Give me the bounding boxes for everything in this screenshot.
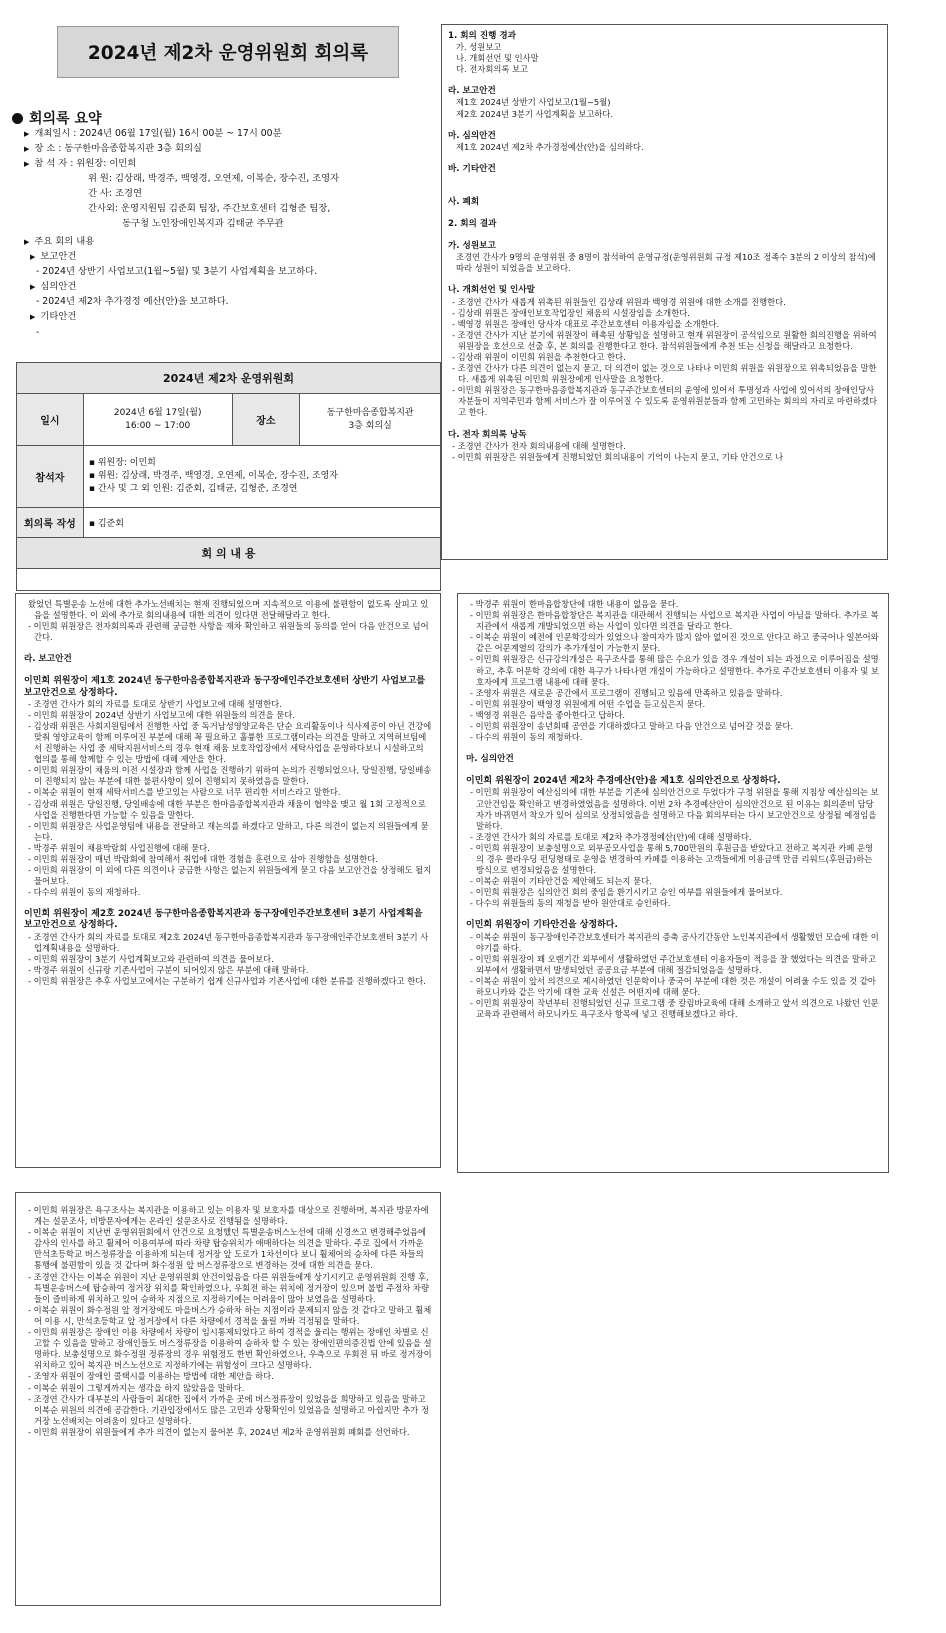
minutes-line: - 김상래 위원은 장애인보호작업장인 채움의 시설장임을 소개한다. — [452, 307, 690, 318]
section-heading: 라. 보고안건 — [448, 86, 496, 97]
section-heading: 2. 회의 결과 — [448, 219, 497, 230]
minutes-line: - 이민희 위원장은 한마음합창단은 복지관을 대관해서 진행되는 사업으로 복지관 사업이 아님을 말하다. 추가로 복지관에서 새롭게 개발되었으면 하는 사업이 있다면 의견을 달라고 한다. — [470, 610, 879, 632]
agenda-statement: 이민희 위원장이 제1호 2024년 동구한마음종합복지관과 동구장애인주간보호센터 상반기 사업보고를 보고안건으로 상정하다. — [24, 676, 426, 698]
agenda-item: 제1호 2024년 상반기 사업보고(1월~5월) — [456, 97, 611, 108]
summary-others-2: 동구청 노인장애인복지과 김태균 주무관 — [122, 218, 284, 229]
place-value: 동구한마음종합복지관 3층 회의실 — [300, 394, 441, 446]
spacer — [448, 175, 881, 186]
summary-heading: 회의록 요약 — [12, 108, 102, 128]
minutes-line: - 이민희 위원장은 사업운영팀에 내용을 전달하고 재논의를 하겠다고 말하고, 다른 의견이 없는지 의원들에게 묻는다. — [28, 820, 429, 842]
minutes-line: - 이복순 위원이 현재 세탁서비스를 받고있는 사람으로 너무 편리한 서비스라고 말한다. — [28, 787, 341, 798]
minutes-line: - 이민희 위원장이 꽤 오랜기간 외부에서 생활하였던 주간보호센터 이용자들이 적응을 잘 했었다는 의견을 말하고 외부에서 생활하면서 발생되었던 공공요금 부분에 대해 절감되었음을 설명하다. — [470, 953, 876, 975]
meeting-progress-panel — [441, 24, 888, 560]
triangle-bullet-icon: ▶ — [30, 253, 36, 261]
section-heading: 라. 보고안건 — [24, 654, 72, 665]
spacer — [448, 120, 881, 131]
minutes-line: - 박경주 위원이 신규랑 기존사업이 구분이 되어있지 않은 부분에 대해 말하다. — [28, 964, 309, 975]
minutes-line: - 이민희 위원장은 추후 사업보고에서는 구분하기 쉽게 신규사업과 기존사업에 대한 분류를 진행하겠다고 한다. — [28, 975, 426, 986]
section-heading: 바. 기타안건 — [448, 163, 496, 174]
attendee-label: 참석자 — [17, 446, 84, 508]
summary-delib-head: ▶ 심의안건 — [30, 281, 77, 292]
triangle-bullet-icon: ▶ — [24, 145, 30, 153]
summary-members: 위 원: 김상래, 박경주, 백영경, 오연제, 이복순, 장수진, 조영자 — [88, 173, 340, 184]
agenda-item: 나. 개회선언 및 인사말 — [456, 53, 539, 64]
bullet-dot-icon — [12, 113, 23, 124]
spacer — [448, 208, 881, 219]
section-heading: 가. 성원보고 — [448, 241, 496, 252]
agenda-item: 다. 전자회의록 보고 — [456, 64, 529, 75]
spacer — [24, 898, 434, 909]
content-header: 회 의 내 용 — [17, 538, 441, 569]
summary-others-1: 간사외: 운영지원팀 김준회 팀장, 주간보호센터 김형준 팀장, — [88, 203, 331, 214]
minutes-line: 조경연 간사가 9명의 운영위원 중 8명이 참석하여 운영규정(운영위원회 규정 제10조 정족수 3분의 2 이상의 참석)에 따라 성원이 되었음을 보고하다. — [456, 252, 876, 274]
minutes-line: - 이민희 위원장이 보충설명으로 외부공모사업을 통해 5,700만원의 후원금을 받았다고 전하고 복지관 카페 운영의 경우 클라우딩 펀딩형태로 운영을 변경하여 카페를 이용하는 고객들에게 이용금액 만큼 리워드(후원금)하는 방식으로 변경되었음을 설명한다. — [470, 842, 874, 876]
minutes-line: - 조영자 위원이 장애인 콜택시를 이용하는 방법에 대한 제안을 하다. — [28, 1371, 274, 1382]
minutes-line: - 이민희 위원장은 장애인 이용 차량에서 차량이 임시통제되었다고 하여 경적을 울리는 행위는 장애인 차별로 신고할 수 있음을 말하고 장애인들도 버스정류장을 이용하여 승하차 할 수 있는 장애인편의증진법 안에 있음을 설명하다. 보충설명으로 화수정원 정류장의 경우 위험정도 한번 확인하였으나, 우측으로 우회전 뒤 바로 정거장이 위치하고 있어 복지관 버스노선으로 지정하기에는 위험성이 크다고 설명하다. — [28, 1327, 432, 1371]
report-agenda-panel — [15, 593, 441, 1168]
minutes-line: - 조경연 간사가 회의 자료를 토대로 제2차 추가경정예산(안)에 대해 설명하다. — [470, 831, 752, 842]
writer-label: 회의록 작성 — [17, 508, 84, 538]
minutes-info-table — [16, 362, 441, 591]
spacer — [24, 643, 434, 654]
agenda-item: 가. 성원보고 — [456, 42, 502, 53]
minutes-line: - 이복순 위원이 화수정원 앞 정거장에도 마을버스가 승하차 하는 지점이라 문제되지 않을 것 같다고 말하고 훨체어 이용 시, 만석초등학교 앞 정거장에서 다른 차량에서 경적을 울릴 까봐 걱정됨을 말하다. — [28, 1304, 432, 1326]
minutes-line: - 이민희 위원장이 작년부터 진행되었던 신규 프로그램 중 칼림바교육에 대해 소개하고 앞서 의견으로 나왔던 인문교육과 관련해서 하모니카도 욕구조사 항목에 넣고 진행해보겠다고 하다. — [470, 998, 879, 1020]
minutes-line: - 조경연 간사가 다른 의견이 없는지 묻고, 더 의견이 없는 것으로 나타나 이민희 위원을 위원장으로 위촉되었음을 말한다. 새롭게 위촉된 이민희 위원장에게 인사말을 요청한다. — [452, 363, 877, 385]
minutes-line: - 이민희 위원장이 2024년 상반기 사업보고에 대한 위원들의 의견을 묻다. — [28, 709, 295, 720]
minutes-line: - 이민희 위원장은 욕구조사는 복지관을 이용하고 있는 이용자 및 보호자를 대상으로 진행하며, 복지관 방문자에게는 설문조사, 비방문자에게는 온라인 설문조사로 진행됨을 설명하다. — [28, 1205, 429, 1227]
spacer — [24, 665, 434, 676]
minutes-line: - 조영자 위원은 새로운 공간에서 프로그램이 진행되고 있음에 만족하고 있음을 말하다. — [470, 687, 783, 698]
triangle-bullet-icon: ▶ — [24, 238, 30, 246]
other-agenda-panel — [15, 1192, 441, 1606]
section-heading: 나. 개회선언 및 인사말 — [448, 285, 535, 296]
summary-place: ▶ 장 소 : 동구한마음종합복지관 3층 회의실 — [24, 143, 202, 154]
spacer — [448, 75, 881, 86]
minutes-line: - 이민희 위원장이 예산심의에 대한 부분을 기존에 심의안건으로 두었다가 구청 위원을 통해 지침상 예산심의는 보고안건임을 확인하고 변경하였었음을 설명하다. 이번 2차 추경예산안이 심의안건으로 된 이유는 회의준비 담당자가 바뀌면서 착오가 있어 심의로 상정되었음을 설명하고 다음 회의부터는 다시 보고안건으로 상정될 예정임을 말하다. — [470, 787, 879, 831]
triangle-bullet-icon: ▶ — [24, 160, 30, 168]
agenda-statement: 이민희 위원장이 2024년 제2차 추경예산(안)을 제1호 심의안건으로 상정하다. — [466, 776, 781, 787]
spacer — [448, 230, 881, 241]
minutes-line: - 이민희 위원장은 동구한마음종합복지관과 동구주간보호센터의 운영에 있어서 투명성과 사업에 있어서의 장애인당사자분들이 지역주민과 함께 서비스가 잘 이루어질 수 있도록 운영위원분들과 함께 고민하는 회의의 자리로 마련하겠다고 한다. — [452, 385, 877, 418]
minutes-line: - 이민희 위원장은 위원들에게 진행되었던 회의내용이 기억이 나는지 묻고, 기타 안건으로 나 — [452, 451, 784, 462]
minutes-line: - 이민희 위원장이 채움의 이전 시설장과 함께 사업을 진행하기 위하여 논의가 진행되었으나, 당일진행, 당일배송이 진행되지 않는 부분에 대한 불편사항이 있어 진행되지 못하였음을 말한다. — [28, 765, 432, 787]
section-heading: 마. 심의안건 — [448, 130, 496, 141]
spacer — [466, 743, 880, 754]
minutes-line: - 다수의 위원이 동의 재청하다. — [28, 887, 141, 898]
minutes-line: - 조경연 간사가 새롭게 위촉된 위원들인 김상래 위원과 백영경 위원에 대한 소개를 진행한다. — [452, 296, 786, 307]
summary-delib-item: - 2024년 제2차 추가경정 예산(안)을 보고하다. — [36, 296, 229, 307]
date-value: 2024년 6월 17일(월) 16:00 ~ 17:00 — [83, 394, 232, 446]
minutes-line: - 조경연 간사가 회의 자료를 토대로 제2호 2024년 동구한마음종합복지관과 동구장애인주간보호센터 3분기 사업계획내용을 설명하다. — [28, 931, 429, 953]
agenda-statement: 이민희 위원장이 기타안건을 상정하다. — [466, 920, 618, 931]
summary-date: ▶ 개최일시 : 2024년 06월 17일(월) 16시 00분 ~ 17시 00분 — [24, 128, 282, 139]
deliberation-panel — [457, 593, 889, 1173]
date-label: 일시 — [17, 394, 84, 446]
minutes-line: - 이민희 위원장이 위원들에게 추가 의견이 없는지 물어본 후, 2024년 제2차 운영위원회 폐회를 선언하다. — [28, 1426, 410, 1437]
minutes-line: - 박경주 위원이 채용박람회 사업진행에 대해 묻다. — [28, 842, 210, 853]
summary-secretary: 간 사: 조경연 — [88, 188, 142, 199]
triangle-bullet-icon: ▶ — [30, 313, 36, 321]
triangle-bullet-icon: ▶ — [24, 130, 30, 138]
spacer — [448, 419, 881, 430]
writer-value: ▪ 김준회 — [83, 508, 440, 538]
summary-attendees: ▶ 참 석 자 : 위원장: 이민희 — [24, 158, 137, 169]
minutes-line: - 조경연 간사가 대부분의 사람들이 최대한 집에서 가까운 곳에 버스정류장이 있었음을 희망하고 있음을 말하고 이복순 위원의 의견에 공감한다. 기관입장에서도 많은 고민과 상황확인이 있었음을 설명하고 아쉽지만 추가 정거장 노선배치는 어려움이 있다고 설명하다. — [28, 1393, 429, 1426]
summary-other-item: - — [36, 327, 40, 338]
summary-agenda-head: ▶ 주요 회의 내용 — [24, 236, 95, 247]
summary-report-head: ▶ 보고안건 — [30, 251, 77, 262]
minutes-line: - 이복순 위원이 기타안건을 제안해도 되는지 묻다. — [470, 876, 652, 887]
minutes-line: - 박경주 위원이 한마음합창단에 대한 내용이 없음을 묻다. — [470, 599, 679, 609]
spacer — [466, 765, 880, 776]
minutes-line: - 김상래 위원이 이민희 위원을 추천한다고 한다. — [452, 351, 626, 362]
section-heading: 다. 전자 회의록 낭독 — [448, 429, 527, 440]
attendee-row: ▪ 간사 및 그 외 인원: 김준회, 김태균, 김형준, 조경연 — [88, 484, 298, 494]
minutes-line: - 이민희 위원장이 백영경 위원에게 어떤 수업을 듣고싶은지 묻다. — [470, 698, 706, 709]
minutes-line: - 이복순 위원이 예전에 인문학강의가 있었으나 참여자가 많지 않아 없어진 것으로 안다고 하고 중국어나 일본어와 같은 어문계열의 강의가 추가개설이 가능한지 묻다. — [470, 632, 879, 654]
attendee-list — [83, 446, 440, 508]
minutes-line: - 조경연 간사가 회의 자료를 토대로 상반기 사업보고에 대해 설명한다. — [28, 698, 282, 709]
spacer — [466, 909, 880, 920]
agenda-item: 제2호 2024년 3분기 사업계획을 보고하다. — [456, 108, 614, 119]
attendee-row: ▪ 위원: 김상래, 박경주, 백영경, 오연제, 이복순, 장수진, 조영자 — [88, 471, 338, 481]
minutes-line: - 이민희 위원장이 이 외에 다른 의견이나 궁금한 사항은 없는지 위원들에게 묻고 다음 보고안건을 상정해도 될지 물어보다. — [28, 865, 432, 887]
place-label: 장소 — [232, 394, 300, 446]
content-body — [17, 569, 441, 591]
minutes-line: - 이복순 위원이 앞서 의견으로 제시하였던 인문학이나 중국어 부분에 대한 것은 개설이 어려울 수도 있을 것 같아 하모니카와 같은 악기에 대한 교육 신설은 어떤지에 대해 묻다. — [470, 975, 876, 997]
agenda-statement: 이민희 위원장이 제2호 2024년 동구한마음종합복지관과 동구장애인주간보호센터 3분기 사업계획을 보고안건으로 상정하다. — [24, 909, 423, 931]
minutes-line: 왔었던 특별운송 노선에 대한 추가노선배치는 현재 진행되었으며 지속적으로 이용에 불편함이 없도록 살피고 있음을 설명한다. 이 외에 추가로 회의내용에 대한 의견이 있다면 전달해달라고 한다. — [28, 599, 429, 621]
minutes-line: - 백영경 위원은 음악을 좋아한다고 답하다. — [470, 709, 626, 720]
minutes-line: - 다수의 위원들의 동의 재청을 받아 원안대로 승인하다. — [470, 898, 671, 909]
summary-other-head: ▶ 기타안건 — [30, 311, 77, 322]
minutes-line: - 조경연 간사는 이복순 위원이 지난 운영위원회 안건이었음을 다른 위원들에게 상기시키고 운영위원회 진행 후, 특별운송버스에 탑승하여 정거장 위치를 확인하였으나, 우회전 하는 위치에 정거장이 있으며 불법 주정차 차량들이 즐비하게 위치하고 있어 승하차 지점으로 지정하기에는 어려움이 많아 보였음을 설명하다. — [28, 1271, 429, 1304]
minutes-line: - 조경연 간사가 지난 분기에 위원장이 해촉된 상황임을 설명하고 현재 위원장이 공석임으로 원활한 회의진행을 위하여 위원장을 호선으로 선출 후, 본 회의를 진행한다고 한다. 참석위원들에게 추천 또는 신청을 해달라고 요청한다. — [452, 329, 877, 351]
minutes-line: - 백영경 위원은 장애인 당사자 대표로 주간보호센터 이용자임을 소개한다. — [452, 318, 720, 329]
spacer — [448, 153, 881, 164]
minutes-line: - 김상래 위원은 사회지원팀에서 진행한 사업 중 독거남성영양교육은 단순 요리활동이나 식사제공이 아닌 건강에 맞춰 영양교육이 함께 이루어진 부분에 대해 꼭 필요하고 훌륭한 프로그램이라는 의견을 말하고 지역허브팀에서 진행하는 사업 중 세탁지원서비스의 경우 현재 채움 보호작업장에서 세탁사업을 운영하다보니 시설하고의 협의를 통해 함께할 수 있는 방법에 대해 제안을 한다. — [28, 720, 432, 765]
table-header: 2024년 제2차 운영위원회 — [17, 363, 441, 394]
attendee-row: ▪ 위원장: 이민희 — [88, 458, 156, 468]
minutes-line: - 이복순 위원이 지난번 운영위원회에서 안건으로 요청했던 특별운송버스노선에 대해 신경쓰고 변경해주었음에 감사의 인사를 하고 훨체어 이용여부에 따라 차량 탑승위치가 애매하다는 의견을 말하다. 주로 집에서 가까운 만석초등학교 버스정류장을 이용하게 되는데 정거장 앞 도로가 1차선이다 보니 훨체어의 승차에 다른 차들의 통행에 불편함이 있을 것 같다며 화수정원 앞 버스정류장으로 변경하는 것에 대한 의견을 묻다. — [28, 1227, 427, 1271]
spacer — [448, 186, 881, 197]
agenda-item: 제1호 2024년 제2차 추가경정예산(안)을 심의하다. — [456, 141, 644, 152]
minutes-line: - 이민희 위원장이 송년회때 공연을 기대하겠다고 말하고 다음 안건으로 넘어갈 것을 묻다. — [470, 721, 794, 732]
section-heading: 마. 심의안건 — [466, 754, 514, 765]
minutes-line: - 이민희 위원장은 전자회의록과 관련해 궁금한 사항을 재차 확인하고 위원들의 동의를 얻어 다음 안건으로 넘어간다. — [28, 621, 429, 643]
minutes-line: - 다수의 위원이 동의 재청하다. — [470, 732, 583, 743]
minutes-line: - 이민희 위원장이 매년 박람회에 참여해서 취업에 대한 경험을 훈련으로 삼아 진행함을 설명한다. — [28, 853, 378, 864]
document-title: 2024년 제2차 운영위원회 회의록 — [57, 26, 399, 78]
minutes-line: - 이민희 위원장이 3분기 사업계획보고와 관련하여 의견을 물어보다. — [28, 953, 274, 964]
minutes-line: - 이민희 위원장은 심의안건 회의 중임을 환기시키고 승인 여부를 위원들에게 물어보다. — [470, 887, 783, 898]
triangle-bullet-icon: ▶ — [30, 283, 36, 291]
minutes-line: - 조경연 간사가 전자 회의내용에 대해 설명한다. — [452, 440, 626, 451]
minutes-line: - 김상래 위원은 당일진행, 당일배송에 대한 부분은 한마음종합복지관과 채움이 협약을 맺고 월 1회 고정적으로 사업을 진행한다면 가능할 수 있음을 말한다. — [28, 798, 426, 820]
section-heading: 사. 폐회 — [448, 196, 480, 207]
spacer — [448, 274, 881, 285]
minutes-line: - 이복순 위원이 그렇게까지는 생각을 하지 않았음을 말하다. — [28, 1382, 245, 1393]
summary-report-item: - 2024년 상반기 사업보고(1월~5월) 및 3분기 사업계획을 보고하다. — [36, 266, 318, 277]
minutes-line: - 이민희 위원장은 신규강의개설은 욕구조사를 통해 많은 수요가 있을 경우 개설이 되는 과정으로 이루어짐을 설명하고, 추후 어문학 강의에 대한 욕구가 나타나면 개설이 가능하다고 설명한다. 추가로 주간보호센터 이용자 및 보호자에게 프로그램 내용에 대해 묻다. — [470, 654, 879, 687]
minutes-line: - 이복순 위원이 동구장애인주간보호센터가 복지관의 증축 공사기간동안 노인복지관에서 생활했던 모습에 대한 이야기를 하다. — [470, 931, 879, 953]
section-heading: 1. 회의 진행 경과 — [448, 31, 517, 41]
